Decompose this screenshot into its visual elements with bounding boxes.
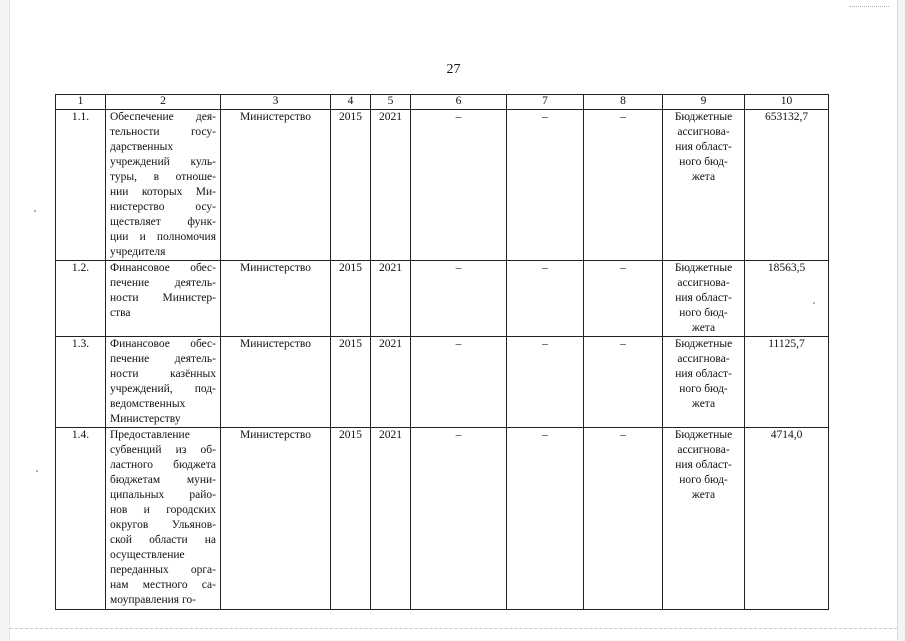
funding-source-cell-line: ного бюд- <box>679 474 728 486</box>
funding-source-cell <box>663 261 745 337</box>
description-cell <box>106 428 221 610</box>
description-cell-line: бюджетам муни- <box>110 474 216 486</box>
data-table <box>55 94 829 610</box>
funding-source-cell-line: жета <box>691 171 716 183</box>
description-cell-line: ципальных райо- <box>110 489 216 501</box>
table-row <box>56 110 829 261</box>
description-cell <box>106 110 221 261</box>
start-year-cell: 2015 <box>331 261 371 337</box>
funding-source-cell-line: жета <box>691 489 716 501</box>
ministry-cell: Министерство <box>221 428 331 610</box>
funding-source-cell-line: ного бюд- <box>679 156 728 168</box>
start-year-cell: 2015 <box>331 337 371 428</box>
description-cell-line: нам местного са- <box>110 579 216 591</box>
table-row <box>56 337 829 428</box>
scan-footer-noise <box>10 628 897 641</box>
dash-cell: – <box>411 428 507 610</box>
funding-source-cell-line: жета <box>691 398 716 410</box>
column-header: 5 <box>371 95 411 110</box>
row-number-cell: 1.2. <box>56 261 106 337</box>
column-header: 3 <box>221 95 331 110</box>
description-cell-line: печение деятель- <box>110 353 216 365</box>
description-cell-line: осуществление <box>110 549 185 561</box>
funding-source-cell-line: ния област- <box>675 368 732 380</box>
table-row <box>56 428 829 610</box>
description-cell-line: нии которых Ми- <box>110 186 216 198</box>
scan-speck <box>813 302 815 304</box>
funding-source-cell-line: ния област- <box>675 292 732 304</box>
description-cell-line: Обеспечение дея- <box>110 111 216 123</box>
end-year-cell: 2021 <box>371 337 411 428</box>
funding-source-cell-line: ассигнова- <box>677 444 730 456</box>
description-cell-line: туры, в отноше- <box>110 171 216 183</box>
description-cell-line: ществляет функ- <box>110 216 216 228</box>
description-cell-line: ластного бюджета <box>110 459 216 471</box>
funding-source-cell-line: жета <box>691 322 716 334</box>
column-header: 6 <box>411 95 507 110</box>
description-cell-line: Финансовое обес- <box>110 338 216 350</box>
funding-source-cell-line: ного бюд- <box>679 307 728 319</box>
description-cell-line: ства <box>110 307 131 319</box>
scan-speck <box>34 210 36 212</box>
funding-source-cell <box>663 110 745 261</box>
dash-cell: – <box>584 428 663 610</box>
row-number-cell: 1.1. <box>56 110 106 261</box>
table-header-row <box>56 95 829 110</box>
ministry-cell: Министерство <box>221 110 331 261</box>
column-header: 1 <box>56 95 106 110</box>
dash-cell: – <box>507 428 584 610</box>
description-cell-line: округов Ульянов- <box>110 519 216 531</box>
funding-source-cell-line: Бюджетные <box>674 429 733 441</box>
column-header: 7 <box>507 95 584 110</box>
description-cell-line: нистерство осу- <box>110 201 216 213</box>
description-cell-line: ности казённых <box>110 368 216 380</box>
end-year-cell: 2021 <box>371 428 411 610</box>
dash-cell: – <box>411 337 507 428</box>
funding-source-cell-line: Бюджетные <box>674 338 733 350</box>
description-cell-line: печение деятель- <box>110 277 216 289</box>
page-number: 27 <box>446 62 461 77</box>
funding-source-cell <box>663 337 745 428</box>
scan-speck <box>36 470 38 472</box>
column-header: 10 <box>745 95 829 110</box>
column-header: 2 <box>106 95 221 110</box>
start-year-cell: 2015 <box>331 110 371 261</box>
funding-source-cell <box>663 428 745 610</box>
scan-mark <box>849 6 889 10</box>
dash-cell: – <box>584 261 663 337</box>
document-page <box>9 0 898 640</box>
description-cell-line: ведомственных <box>110 398 186 410</box>
description-cell-line: Предоставление <box>110 429 190 441</box>
description-cell-line: учредителя <box>110 246 166 258</box>
dash-cell: – <box>507 261 584 337</box>
description-cell-line: нов и городских <box>110 504 216 516</box>
description-cell-line: ности Министер- <box>110 292 216 304</box>
dash-cell: – <box>507 110 584 261</box>
description-cell-line: дарственных <box>110 141 174 153</box>
row-number-cell: 1.4. <box>56 428 106 610</box>
description-cell-line: субвенций из об- <box>110 444 216 456</box>
dash-cell: – <box>411 110 507 261</box>
description-cell-line: ской области на <box>110 534 216 546</box>
amount-cell: 4714,0 <box>745 428 829 610</box>
amount-cell: 653132,7 <box>745 110 829 261</box>
description-cell-line: ции и полномочия <box>110 231 216 243</box>
description-cell-line: учреждений куль- <box>110 156 216 168</box>
ministry-cell: Министерство <box>221 337 331 428</box>
funding-source-cell-line: Бюджетные <box>674 262 733 274</box>
column-header: 9 <box>663 95 745 110</box>
description-cell <box>106 261 221 337</box>
amount-cell: 18563,5 <box>745 261 829 337</box>
funding-source-cell-line: ассигнова- <box>677 353 730 365</box>
column-header: 4 <box>331 95 371 110</box>
start-year-cell: 2015 <box>331 428 371 610</box>
dash-cell: – <box>584 110 663 261</box>
description-cell-line: Министерству <box>110 413 181 425</box>
dash-cell: – <box>411 261 507 337</box>
table-row <box>56 261 829 337</box>
description-cell-line: моуправления го- <box>110 594 196 606</box>
ministry-cell: Министерство <box>221 261 331 337</box>
amount-cell: 11125,7 <box>745 337 829 428</box>
dash-cell: – <box>584 337 663 428</box>
funding-source-cell-line: ния област- <box>675 141 732 153</box>
description-cell <box>106 337 221 428</box>
funding-source-cell-line: Бюджетные <box>674 111 733 123</box>
dash-cell: – <box>507 337 584 428</box>
funding-source-cell-line: ного бюд- <box>679 383 728 395</box>
description-cell-line: Финансовое обес- <box>110 262 216 274</box>
funding-source-cell-line: ассигнова- <box>677 126 730 138</box>
description-cell-line: тельности госу- <box>110 126 216 138</box>
column-header: 8 <box>584 95 663 110</box>
end-year-cell: 2021 <box>371 261 411 337</box>
funding-source-cell-line: ассигнова- <box>677 277 730 289</box>
description-cell-line: учреждений, под- <box>110 383 216 395</box>
funding-source-cell-line: ния област- <box>675 459 732 471</box>
row-number-cell: 1.3. <box>56 337 106 428</box>
end-year-cell: 2021 <box>371 110 411 261</box>
description-cell-line: переданных орга- <box>110 564 216 576</box>
